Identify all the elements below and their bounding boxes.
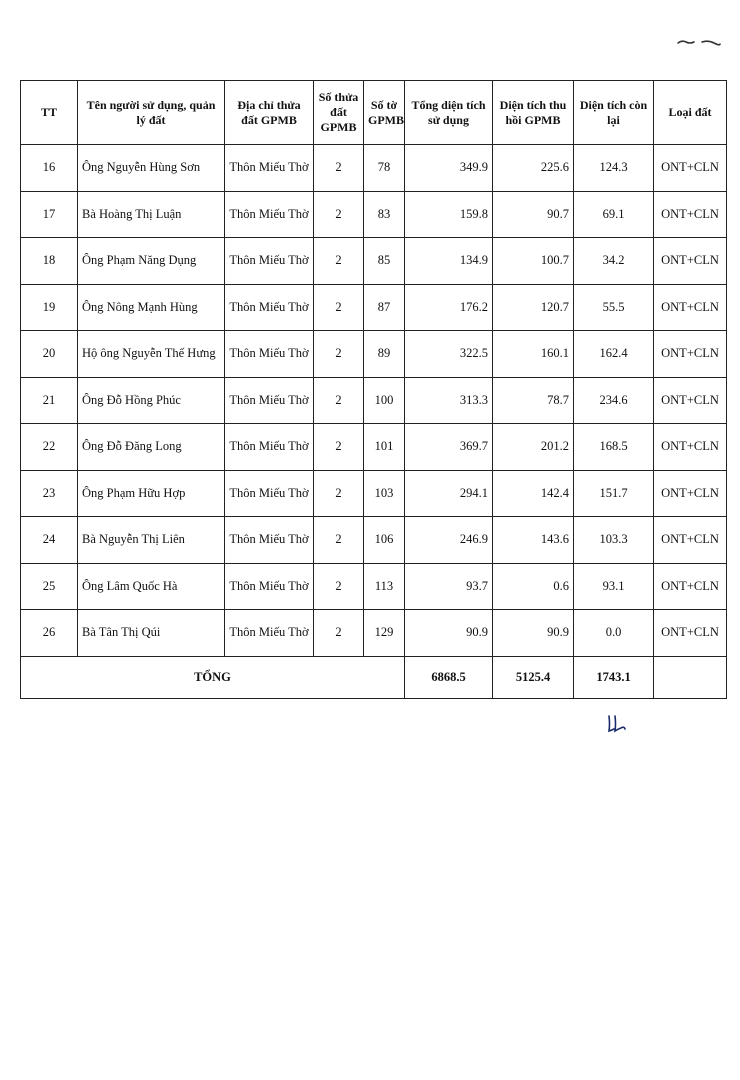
remaining-area: 124.3 xyxy=(574,145,654,192)
parcel-address: Thôn Miếu Thờ xyxy=(225,377,314,424)
table-row xyxy=(21,331,727,378)
owner-name: Bà Tân Thị Qúi xyxy=(78,610,225,657)
parcel-address: Thôn Miếu Thờ xyxy=(225,563,314,610)
revoked-area: 0.6 xyxy=(493,563,574,610)
parcel-address: Thôn Miếu Thờ xyxy=(225,145,314,192)
table-row xyxy=(21,517,727,564)
parcel-number: 2 xyxy=(314,610,364,657)
remaining-area: 151.7 xyxy=(574,470,654,517)
total-area: 313.3 xyxy=(405,377,493,424)
revoked-area-sum: 5125.4 xyxy=(493,656,574,698)
table-row xyxy=(21,424,727,471)
owner-name: Ông Phạm Hữu Hợp xyxy=(78,470,225,517)
parcel-address: Thôn Miếu Thờ xyxy=(225,284,314,331)
header-revoked-area: Diện tích thu hồi GPMB xyxy=(493,81,574,145)
signature-mark xyxy=(606,712,628,734)
row-number: 25 xyxy=(21,563,78,610)
table-row xyxy=(21,238,727,285)
total-area: 134.9 xyxy=(405,238,493,285)
remaining-area: 0.0 xyxy=(574,610,654,657)
table-row xyxy=(21,284,727,331)
sheet-number: 85 xyxy=(364,238,405,285)
owner-name: Bà Hoàng Thị Luận xyxy=(78,191,225,238)
owner-name: Hộ ông Nguyễn Thế Hưng xyxy=(78,331,225,378)
sheet-number: 101 xyxy=(364,424,405,471)
land-type: ONT+CLN xyxy=(654,284,727,331)
parcel-number: 2 xyxy=(314,424,364,471)
row-number: 16 xyxy=(21,145,78,192)
owner-name: Ông Lâm Quốc Hà xyxy=(78,563,225,610)
owner-name: Ông Đỗ Hồng Phúc xyxy=(78,377,225,424)
sheet-number: 113 xyxy=(364,563,405,610)
parcel-address: Thôn Miếu Thờ xyxy=(225,470,314,517)
owner-name: Ông Nông Mạnh Hùng xyxy=(78,284,225,331)
total-area: 93.7 xyxy=(405,563,493,610)
remaining-area: 93.1 xyxy=(574,563,654,610)
remaining-area: 234.6 xyxy=(574,377,654,424)
land-type: ONT+CLN xyxy=(654,145,727,192)
land-type: ONT+CLN xyxy=(654,191,727,238)
sheet-number: 103 xyxy=(364,470,405,517)
row-number: 23 xyxy=(21,470,78,517)
total-area: 369.7 xyxy=(405,424,493,471)
parcel-number: 2 xyxy=(314,145,364,192)
parcel-address: Thôn Miếu Thờ xyxy=(225,424,314,471)
total-area-sum: 6868.5 xyxy=(405,656,493,698)
parcel-address: Thôn Miếu Thờ xyxy=(225,610,314,657)
land-type: ONT+CLN xyxy=(654,377,727,424)
land-type: ONT+CLN xyxy=(654,238,727,285)
land-clearance-table xyxy=(20,80,727,699)
row-number: 19 xyxy=(21,284,78,331)
total-land-type-empty xyxy=(654,656,727,698)
remaining-area: 162.4 xyxy=(574,331,654,378)
land-type: ONT+CLN xyxy=(654,517,727,564)
header-parcel-number: Số thửa đất GPMB xyxy=(314,81,364,145)
parcel-address: Thôn Miếu Thờ xyxy=(225,331,314,378)
parcel-address: Thôn Miếu Thờ xyxy=(225,517,314,564)
land-type: ONT+CLN xyxy=(654,470,727,517)
owner-name: Ông Nguyễn Hùng Sơn xyxy=(78,145,225,192)
table-row xyxy=(21,191,727,238)
revoked-area: 90.7 xyxy=(493,191,574,238)
total-label: TỔNG xyxy=(21,656,405,698)
owner-name: Bà Nguyễn Thị Liên xyxy=(78,517,225,564)
parcel-number: 2 xyxy=(314,331,364,378)
total-area: 294.1 xyxy=(405,470,493,517)
land-type: ONT+CLN xyxy=(654,424,727,471)
remaining-area: 69.1 xyxy=(574,191,654,238)
header-land-type: Loại đất xyxy=(654,81,727,145)
header-remaining-area: Diện tích còn lại xyxy=(574,81,654,145)
remaining-area: 103.3 xyxy=(574,517,654,564)
row-number: 18 xyxy=(21,238,78,285)
sheet-number: 87 xyxy=(364,284,405,331)
total-area: 159.8 xyxy=(405,191,493,238)
parcel-address: Thôn Miếu Thờ xyxy=(225,191,314,238)
remaining-area-sum: 1743.1 xyxy=(574,656,654,698)
remaining-area: 168.5 xyxy=(574,424,654,471)
owner-name: Ông Đỗ Đăng Long xyxy=(78,424,225,471)
header-tt: TT xyxy=(21,81,78,145)
header-owner-name: Tên người sử dụng, quản lý đất xyxy=(78,81,225,145)
total-area: 349.9 xyxy=(405,145,493,192)
header-sheet-number: Số tờ GPMB xyxy=(364,81,405,145)
row-number: 24 xyxy=(21,517,78,564)
parcel-number: 2 xyxy=(314,284,364,331)
total-area: 176.2 xyxy=(405,284,493,331)
total-row xyxy=(21,656,727,698)
parcel-number: 2 xyxy=(314,517,364,564)
remaining-area: 55.5 xyxy=(574,284,654,331)
revoked-area: 120.7 xyxy=(493,284,574,331)
row-number: 26 xyxy=(21,610,78,657)
sheet-number: 83 xyxy=(364,191,405,238)
sheet-number: 100 xyxy=(364,377,405,424)
row-number: 17 xyxy=(21,191,78,238)
parcel-number: 2 xyxy=(314,470,364,517)
sheet-number: 78 xyxy=(364,145,405,192)
revoked-area: 90.9 xyxy=(493,610,574,657)
table-row xyxy=(21,145,727,192)
header-address: Địa chỉ thửa đất GPMB xyxy=(225,81,314,145)
total-area: 246.9 xyxy=(405,517,493,564)
parcel-number: 2 xyxy=(314,238,364,285)
table-header-row xyxy=(21,81,727,145)
table-row xyxy=(21,610,727,657)
revoked-area: 225.6 xyxy=(493,145,574,192)
revoked-area: 201.2 xyxy=(493,424,574,471)
row-number: 20 xyxy=(21,331,78,378)
header-total-area: Tổng diện tích sử dụng xyxy=(405,81,493,145)
table-row xyxy=(21,470,727,517)
land-type: ONT+CLN xyxy=(654,331,727,378)
table-row xyxy=(21,563,727,610)
owner-name: Ông Phạm Năng Dụng xyxy=(78,238,225,285)
parcel-number: 2 xyxy=(314,377,364,424)
parcel-address: Thôn Miếu Thờ xyxy=(225,238,314,285)
row-number: 22 xyxy=(21,424,78,471)
revoked-area: 160.1 xyxy=(493,331,574,378)
pen-mark-icon xyxy=(676,34,722,48)
revoked-area: 78.7 xyxy=(493,377,574,424)
total-area: 322.5 xyxy=(405,331,493,378)
sheet-number: 129 xyxy=(364,610,405,657)
land-type: ONT+CLN xyxy=(654,563,727,610)
revoked-area: 100.7 xyxy=(493,238,574,285)
row-number: 21 xyxy=(21,377,78,424)
sheet-number: 106 xyxy=(364,517,405,564)
parcel-number: 2 xyxy=(314,563,364,610)
revoked-area: 143.6 xyxy=(493,517,574,564)
remaining-area: 34.2 xyxy=(574,238,654,285)
total-area: 90.9 xyxy=(405,610,493,657)
sheet-number: 89 xyxy=(364,331,405,378)
parcel-number: 2 xyxy=(314,191,364,238)
revoked-area: 142.4 xyxy=(493,470,574,517)
table-row xyxy=(21,377,727,424)
land-type: ONT+CLN xyxy=(654,610,727,657)
